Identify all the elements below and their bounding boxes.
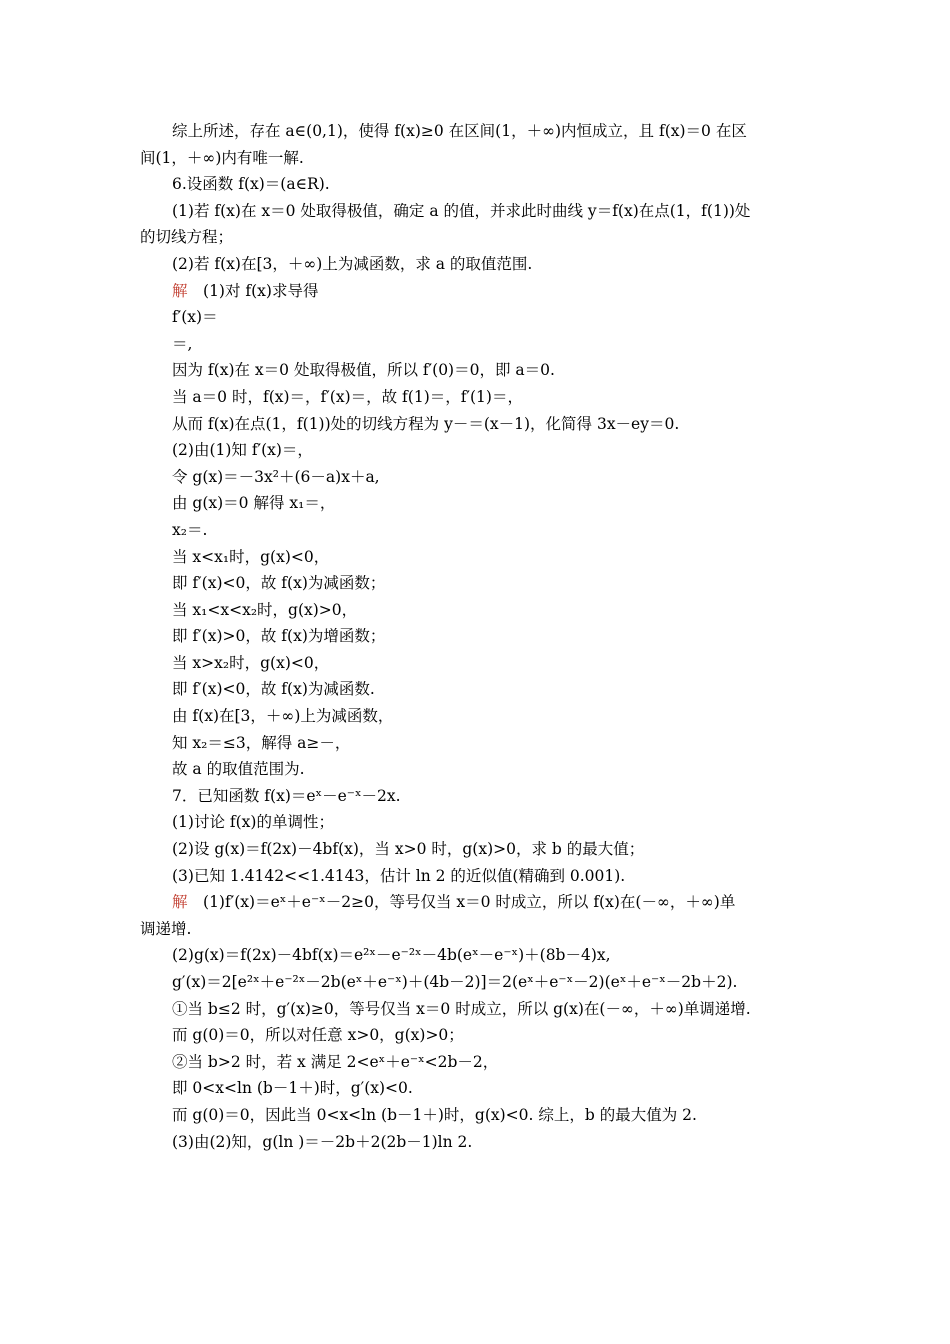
text-line <box>140 411 812 438</box>
text-line <box>140 384 812 411</box>
text-line <box>140 730 812 757</box>
line-text: 知 x₂＝≤3，解得 a≥－， <box>172 733 351 752</box>
text-line <box>140 676 812 703</box>
text-line <box>140 1102 812 1129</box>
text-line <box>140 198 812 225</box>
line-text: (2)g(x)＝f(2x)－4bf(x)＝e²ˣ－e⁻²ˣ－4b(eˣ－e⁻ˣ)＋(8b－4)x, <box>172 946 611 965</box>
line-text: ①当 b≤2 时，g′(x)≥0，等号仅当 x＝0 时成立，所以 g(x)在(－∞，＋∞)单调递增. <box>172 999 751 1018</box>
line-text: (1)对 f(x)求导得 <box>187 281 319 300</box>
text-line <box>140 544 812 571</box>
text-line <box>140 1022 812 1049</box>
line-text: 当 x<x₁时，g(x)<0， <box>172 547 330 566</box>
document-body <box>140 118 812 1155</box>
text-line <box>140 996 812 1023</box>
text-line <box>140 304 812 331</box>
text-line <box>140 623 812 650</box>
text-line <box>140 650 812 677</box>
text-line <box>140 517 812 544</box>
line-text: (3)由(2)知，g(ln )＝－2b＋2(2b－1)ln 2. <box>172 1132 473 1151</box>
line-text: f′(x)＝ <box>172 308 218 327</box>
text-line <box>140 889 812 916</box>
text-line <box>140 1075 812 1102</box>
line-text: 而 g(0)＝0，因此当 0<x<ln (b－1＋)时，g(x)<0. 综上，b 的最大值为 2. <box>172 1105 697 1124</box>
line-text: (2)由(1)知 f′(x)＝， <box>172 441 313 460</box>
line-text: (1)若 f(x)在 x＝0 处取得极值，确定 a 的值，并求此时曲线 y＝f(x)在点(1，f(1))处 <box>172 201 751 220</box>
text-line <box>140 331 812 358</box>
line-text: 因为 f(x)在 x＝0 处取得极值，所以 f′(0)＝0，即 a＝0. <box>172 361 555 380</box>
line-text: 即 0<x<ln (b－1＋)时，g′(x)<0. <box>172 1079 413 1098</box>
text-line <box>140 756 812 783</box>
line-text: 当 a＝0 时，f(x)＝，f′(x)＝，故 f(1)＝，f′(1)＝， <box>172 387 523 406</box>
text-line <box>140 278 812 305</box>
text-line <box>140 863 812 890</box>
line-text: (3)已知 1.4142<<1.4143，估计 ln 2 的近似值(精确到 0.001). <box>172 866 626 885</box>
line-text: 故 a 的取值范围为. <box>172 760 305 779</box>
line-text: x₂＝. <box>172 520 208 539</box>
line-text: (2)若 f(x)在[3，＋∞)上为减函数，求 a 的取值范围. <box>172 254 533 273</box>
line-text: 7．已知函数 f(x)＝eˣ－e⁻ˣ－2x. <box>172 786 401 805</box>
line-text: 从而 f(x)在点(1，f(1))处的切线方程为 y－＝(x－1)，化简得 3x－ey＝0. <box>172 414 680 433</box>
line-text: 即 f′(x)<0，故 f(x)为减函数. <box>172 680 375 699</box>
text-line <box>140 1129 812 1156</box>
line-text: 综上所述，存在 a∈(0,1)，使得 f(x)≥0 在区间(1，＋∞)内恒成立，且 f(x)＝0 在区 <box>172 122 747 140</box>
text-line <box>140 969 812 996</box>
line-text: 6.设函数 f(x)＝(a∈R). <box>172 175 330 194</box>
line-text: 调递增. <box>140 919 192 938</box>
line-text: 当 x₁<x<x₂时，g(x)>0， <box>172 600 358 619</box>
text-line <box>140 251 812 278</box>
line-text: 的切线方程； <box>140 228 234 247</box>
text-line <box>140 836 812 863</box>
text-line <box>140 145 812 172</box>
line-text: 由 g(x)＝0 解得 x₁＝， <box>172 494 336 513</box>
text-line <box>140 357 812 384</box>
text-line <box>140 703 812 730</box>
text-line <box>140 490 812 517</box>
text-line <box>140 570 812 597</box>
line-text: 而 g(0)＝0，所以对任意 x>0，g(x)>0； <box>172 1026 464 1045</box>
text-line <box>140 916 812 943</box>
line-text: g′(x)＝2[e²ˣ＋e⁻²ˣ－2b(eˣ＋e⁻ˣ)＋(4b－2)]＝2(eˣ＋e⁻ˣ－2)(eˣ＋e⁻ˣ－2b＋2). <box>172 973 738 991</box>
line-text: ②当 b>2 时，若 x 满足 2<eˣ＋e⁻ˣ<2b－2， <box>172 1052 499 1071</box>
text-line <box>140 437 812 464</box>
text-line <box>140 1049 812 1076</box>
line-text: 令 g(x)＝－3x²＋(6－a)x＋a, <box>172 467 380 486</box>
line-text: (2)设 g(x)＝f(2x)－4bf(x)，当 x>0 时，g(x)>0，求 b 的最大值； <box>172 840 645 859</box>
text-line <box>140 942 812 969</box>
line-text: 由 f(x)在[3，＋∞)上为减函数， <box>172 707 394 726</box>
line-text: ＝, <box>172 334 193 353</box>
text-line <box>140 171 812 198</box>
text-line <box>140 224 812 251</box>
line-text: 即 f′(x)>0，故 f(x)为增函数； <box>172 627 386 646</box>
text-line <box>140 464 812 491</box>
text-line <box>140 118 812 145</box>
text-line <box>140 783 812 810</box>
line-text: 即 f′(x)<0，故 f(x)为减函数； <box>172 574 386 593</box>
text-line <box>140 809 812 836</box>
text-line <box>140 597 812 624</box>
solution-label: 解 <box>172 281 188 300</box>
line-text: (1)讨论 f(x)的单调性； <box>172 813 334 832</box>
line-text: 当 x>x₂时，g(x)<0， <box>172 653 330 672</box>
line-text: (1)f′(x)＝eˣ＋e⁻ˣ－2≥0，等号仅当 x＝0 时成立，所以 f(x)在(－∞，＋∞)单 <box>187 893 736 912</box>
line-text: 间(1，＋∞)内有唯一解. <box>140 148 304 167</box>
solution-label: 解 <box>172 893 188 912</box>
